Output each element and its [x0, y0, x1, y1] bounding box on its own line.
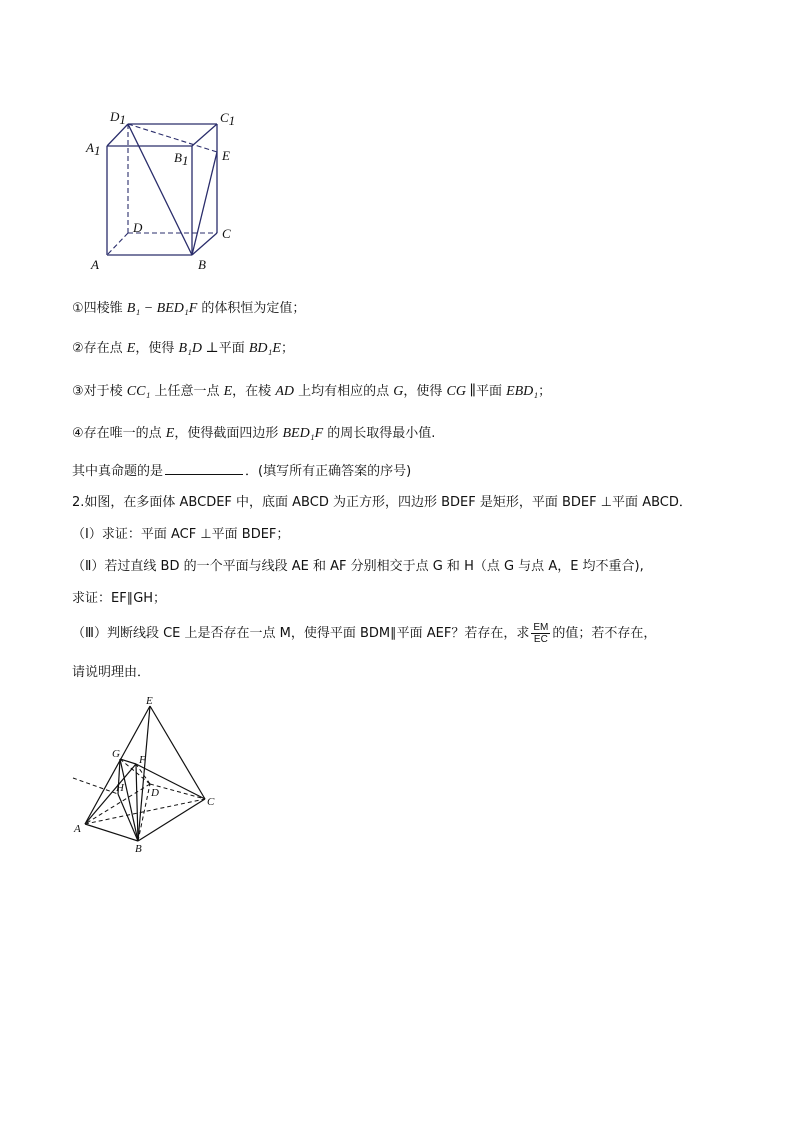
cube-figure — [82, 104, 242, 276]
label-C2: C — [207, 796, 215, 808]
answer-blank[interactable] — [165, 462, 243, 475]
label-H: H — [116, 782, 124, 794]
label-B1: B1 — [174, 150, 189, 168]
label-D1: D1 — [110, 109, 126, 127]
statement-4: ④存在唯一的点 E，使得截面四边形 BED₁F 的周长取得最小值. — [72, 426, 436, 441]
label-D: D — [133, 220, 143, 235]
statement-3: ③对于棱 CC₁ 上任意一点 E，在棱 AD 上均有相应的点 G，使得 CG ∥平面 EBD₁； — [72, 384, 552, 399]
answer-line: 其中真命题的是 ．(填写所有正确答案的序号) — [72, 464, 412, 479]
label-B: B — [198, 257, 206, 272]
problem2-intro: 2.如图，在多面体 ABCDEF 中，底面 ABCD 为正方形，四边形 BDEF 是矩形，平面 BDEF ⊥平面 ABCD． — [72, 495, 692, 510]
ratio-fraction: $\frac{EM}{EC}$ — [533, 622, 549, 645]
label-E2: E — [146, 695, 153, 707]
label-A2: A — [74, 823, 81, 835]
problem2-part1: （Ⅰ）求证：平面 ACF ⊥平面 BDEF； — [72, 527, 290, 542]
polyhedron-figure — [70, 694, 230, 856]
label-F: F — [139, 754, 146, 766]
statement-1: ①四棱锥 B₁ − BED₁F 的体积恒为定值； — [72, 301, 306, 316]
statement-2: ②存在点 E，使得 B₁D ⊥平面 BD₁E； — [72, 341, 294, 356]
label-B2: B — [135, 843, 142, 855]
label-A: A — [91, 257, 99, 272]
label-C1: C1 — [220, 110, 236, 128]
problem2-part3: （Ⅲ）判断线段 CE 上是否存在一点 M，使得平面 BDM∥平面 AEF？若存在，求 $\frac{EM}{EC}$ 的值；若不存在， — [72, 622, 657, 645]
problem2-part2b: 求证：EF∥GH； — [72, 591, 167, 606]
problem2-part3b: 请说明理由． — [72, 665, 151, 680]
label-G: G — [112, 748, 120, 760]
label-C: C — [222, 226, 231, 241]
label-D2: D — [151, 787, 159, 799]
label-E: E — [222, 148, 230, 163]
problem2-part2: （Ⅱ）若过直线 BD 的一个平面与线段 AE 和 AF 分别相交于点 G 和 H（点 G 与点 A，E 均不重合), — [72, 559, 644, 574]
label-A1: A1 — [86, 140, 101, 158]
